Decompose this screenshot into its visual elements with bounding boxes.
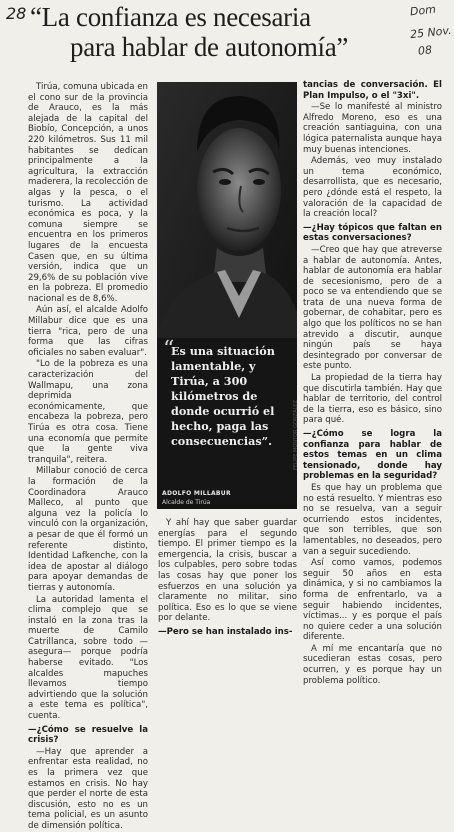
article-paragraph: La autoridad lamenta el clima complejo que se instaló en la zona tras la muerte de Camilo Catrillanca, sobre todo —asegura— porque podría haberse evitado. "Los alcaldes mapuches llevamos tiempo advirtiendo que la solución a este tema es política", cuenta. [28, 594, 148, 722]
article-paragraph: —Hay que aprender a enfrentar esta realidad, no es la primera vez que estamos en crisis. No hay que perder el norte de esta discusión, esto no es un tema policial, es un asunto de dimensión política. [28, 746, 148, 831]
interview-question: —¿Cómo se logra la confianza para hablar de estos temas en un clima tensionado, donde hay problemas en la seguridad? [303, 429, 442, 482]
article-paragraph: Millabur conoció de cerca la formación de la Coordinadora Arauco Malleco, al punto que alguna vez la policía lo vinculó con la organización, a pesar de que él formó un referente distinto, Identidad Lafkenche, con la idea de apostar al diálogo para apoyar demandas de tierras y autonomía. [28, 466, 148, 593]
article-column-2 [158, 518, 297, 638]
article-paragraph: Y ahí hay que saber guardar energías para el segundo tiempo. El primer tiempo es la emergencia, la crisis, buscar a los culpables, pero sobre todas las cosas hay que poner los esfuerzos en una solución ya claramente no militar, sino política. Eso es lo que se viene por delante. [158, 518, 297, 624]
interview-question: —¿Hay tópicos que faltan en estas conversaciones? [303, 222, 442, 244]
caption-role: Alcalde de Tirúa [162, 499, 211, 506]
article-paragraph: Tirúa, comuna ubicada en el cono sur de la provincia de Arauco, es la más alejada de la capital del Biobío, Concepción, a unos 220 kilómetros. Sus 11 mil habitantes se dedican principalmente a la agricultura, la extracción maderera, la recolección de algas y la pesca, o el turismo. La actividad económica es poca, y la comuna siempre se encuentra en los primeros lugares de la encuesta Casen que, en su última versión, indica que un 29,6% de su población vive en la pobreza. El promedio nacional es de 8,6%. [28, 82, 148, 304]
interview-question: tancias de conversación. El Plan Impulso, o el "3xi". [303, 80, 442, 101]
article-paragraph: La propiedad de la tierra hay que discutirla también. Hay que hablar de territorio, del control de la tierra, eso es básico, sino para qué. [303, 373, 442, 426]
headline-line-1: “La confianza es necesaria [30, 2, 311, 32]
pull-quote-text: Es una situación lamentable, y Tirúa, a 300 kilómetros de donde ocurrió el hecho, paga las consecuencias”. [171, 344, 275, 448]
interview-question: —Pero se han instalado ins- [158, 626, 293, 637]
handwritten-year: 08 [417, 43, 433, 58]
pull-quote [157, 338, 297, 488]
article-column-3 [303, 80, 442, 686]
headline-line-2: para hablar de autonomía” [70, 32, 349, 62]
quote-mark-icon: “ [163, 337, 175, 362]
handwritten-date: 25 Nov. [409, 23, 453, 42]
article-paragraph: Aún así, el alcalde Adolfo Millabur dice que es una tierra "rica, pero de una forma que las cifras oficiales no saben evaluar". [28, 305, 148, 358]
article-paragraph: Así como vamos, podemos seguir 50 años en esta dinámica, y si no cambiamos la forma de enfrentarlo, va a seguir habiendo incidentes, víctimas... y es porque el país no quiere ceder a una solución diferente. [303, 558, 442, 643]
photo-credit: FELIPE MONTOR GONZÁLEZ [293, 400, 299, 470]
article-paragraph: A mí me encantaría que no sucedieran estas cosas, pero ocurren, y es porque hay un problema político. [303, 643, 442, 686]
caption-name: ADOLFO MILLABUR [162, 490, 231, 497]
handwritten-source: Dom [409, 2, 437, 19]
article-paragraph: Además, veo muy instalado un tema económico, desarrollista, que es necesario, pero ¿dónde está el respeto, la valoración de la capacidad de la creación local? [303, 156, 442, 220]
page-number: 28 [6, 4, 27, 23]
interview-question: —¿Cómo se resuelve la crisis? [28, 724, 148, 746]
article-paragraph: Es que hay un problema que no está resuelto. Y mientras eso no se resuelva, van a seguir ocurriendo estos incidentes, que son terribles, que son lamentables, no deseados, pero van a seguir sucediendo. [303, 482, 442, 557]
article-paragraph: —Se lo manifesté al ministro Alfredo Moreno, eso es una creación santiaguina, con una lógica paternalista aunque haya muy buenas intenciones. [303, 102, 442, 155]
article-column-1 [28, 82, 148, 832]
article-paragraph: "Lo de la pobreza es una caracterización del Wallmapu, una zona deprimida económicamente, que encabeza la pobreza, pero Tirúa es otra cosa. Tiene una economía que permite que la gente viva tranquila", reitera. [28, 359, 148, 465]
headline [30, 2, 410, 62]
article-paragraph: —Creo que hay que atreverse a hablar de autonomía. Antes, hablar de autonomía era hablar de secesionismo, pero de a poco se va entendiendo que se trata de una nueva forma de gobernar, de cohabitar, pero es algo que los políticos no se han atrevido a discutir, aunque ningún país se haya desintegrado por conversar de este punto. [303, 244, 442, 372]
